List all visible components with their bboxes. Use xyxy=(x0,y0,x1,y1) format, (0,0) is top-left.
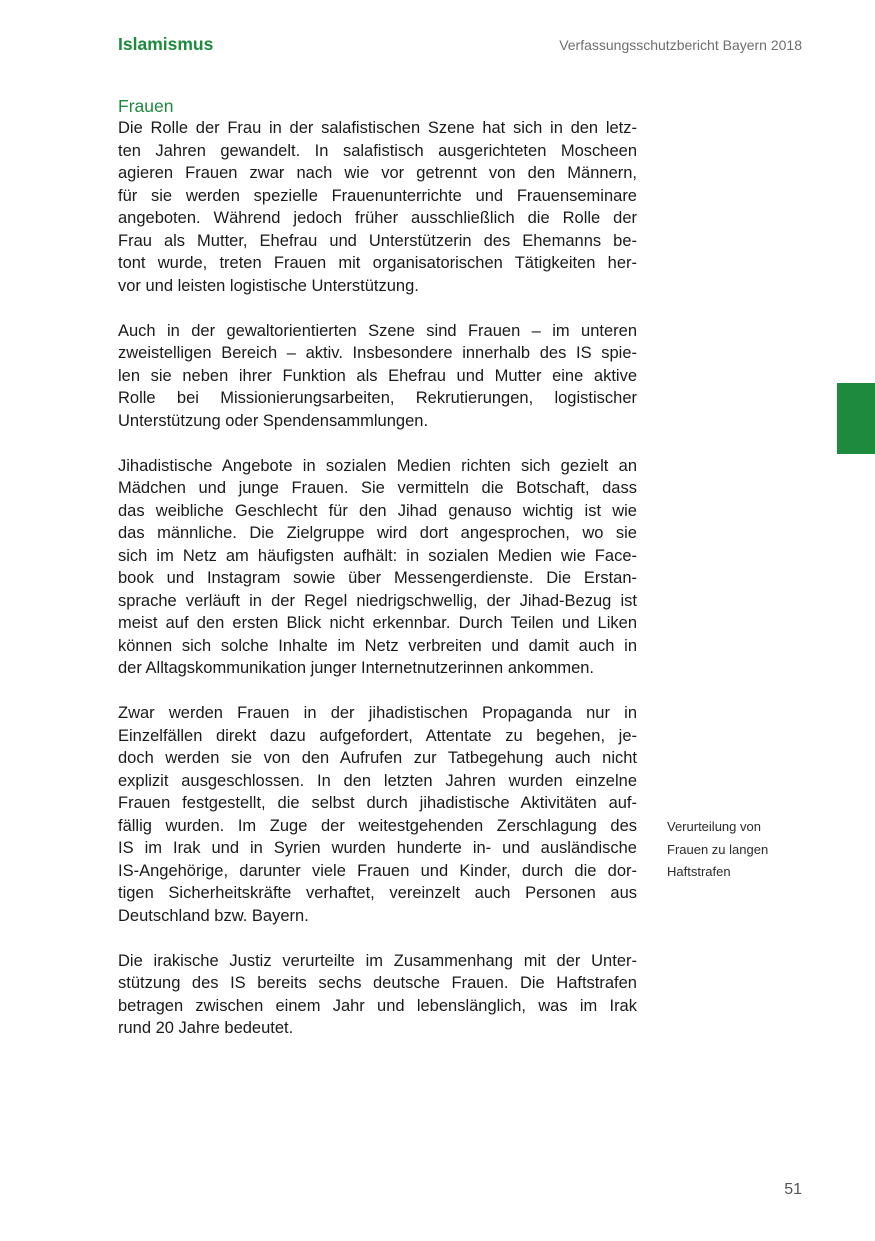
paragraph-5 xyxy=(118,950,637,1040)
text-line: Rolle bei Missionierungsarbeiten, Rekrutierungen, logistischer xyxy=(118,389,637,407)
margin-note xyxy=(667,816,807,884)
paragraph-1 xyxy=(118,117,637,297)
text-line: das männliche. Die Zielgruppe wird dort angesprochen, wo sie xyxy=(118,524,637,542)
text-line: vor und leisten logistische Unterstützung. xyxy=(118,276,419,295)
text-line: fällig wurden. Im Zuge der weitestgehenden Zerschlagung des xyxy=(118,816,637,835)
text-line: Frau als Mutter, Ehefrau und Unterstützerin des Ehemanns be- xyxy=(118,231,637,250)
text-line: das weibliche Geschlecht für den Jihad genauso wichtig ist wie xyxy=(118,501,637,520)
text-line: stützung des IS bereits sechs deutsche Frauen. Die Haftstrafen xyxy=(118,974,637,992)
text-line: tigen Sicherheitskräfte verhaftet, vereinzelt auch Personen aus xyxy=(118,884,637,902)
text-line: Einzelfällen direkt dazu aufgefordert, Attentate zu begehen, je- xyxy=(118,726,637,745)
text-line: zweistelligen Bereich – aktiv. Insbesondere innerhalb des IS spie- xyxy=(118,344,637,362)
text-line: sprache verläuft in der Regel niedrigschwellig, der Jihad-Bezug ist xyxy=(118,591,637,610)
text-line: Frauen festgestellt, die selbst durch jihadistische Aktivitäten auf- xyxy=(118,794,637,812)
text-line: Mädchen und junge Frauen. Sie vermitteln die Botschaft, dass xyxy=(118,479,637,497)
margin-note-line: Haftstrafen xyxy=(667,864,731,879)
text-line: meist auf den ersten Blick nicht erkennbar. Durch Teilen und Liken xyxy=(118,614,637,632)
text-line: explizit ausgeschlossen. In den letzten Jahren wurden einzelne xyxy=(118,771,637,790)
text-line: Unterstützung oder Spendensammlungen. xyxy=(118,411,429,430)
text-line: sich im Netz am häufigsten aufhält: in sozialen Medien wie Face- xyxy=(118,546,637,565)
text-line: doch werden sie von den Aufrufen zur Tatbegehung auch nicht xyxy=(118,749,637,767)
paragraph-2 xyxy=(118,320,637,433)
text-line: IS-Angehörige, darunter viele Frauen und Kinder, durch die dor- xyxy=(118,861,637,880)
report-title: Verfassungsschutzbericht Bayern 2018 xyxy=(559,37,802,53)
text-line: Die Rolle der Frau in der salafistischen Szene hat sich in den letz- xyxy=(118,119,637,137)
text-line: rund 20 Jahre bedeutet. xyxy=(118,1019,294,1037)
paragraph-4 xyxy=(118,702,637,927)
text-line: Die irakische Justiz verurteilte im Zusammenhang mit der Unter- xyxy=(118,951,637,970)
margin-note-line: Verurteilung von xyxy=(667,819,761,834)
text-line: book und Instagram sowie über Messengerdienste. Die Erstan- xyxy=(118,569,637,587)
text-line: Jihadistische Angebote in sozialen Medien richten sich gezielt an xyxy=(118,456,637,475)
text-line: ten Jahren gewandelt. In salafistisch ausgerichteten Moscheen xyxy=(118,141,637,160)
text-line: für sie werden spezielle Frauenunterrichte und Frauenseminare xyxy=(118,186,637,205)
text-line: können sich solche Inhalte im Netz verbreiten und damit auch in xyxy=(118,636,637,655)
margin-note-line: Frauen zu langen xyxy=(667,841,769,857)
text-line: der Alltagskommunikation junger Internetnutzerinnen ankommen. xyxy=(118,659,595,677)
text-line: angeboten. Während jedoch früher ausschließlich die Rolle der xyxy=(118,209,637,227)
page-number: 51 xyxy=(784,1181,802,1198)
text-line: betragen zwischen einem Jahr und lebenslänglich, was im Irak xyxy=(118,996,637,1015)
text-line: agieren Frauen zwar nach wie vor getrennt von den Männern, xyxy=(118,164,637,182)
text-line: len sie neben ihrer Funktion als Ehefrau und Mutter eine aktive xyxy=(118,366,637,385)
section-title: Islamismus xyxy=(118,34,214,54)
text-line: Zwar werden Frauen in der jihadistischen Propaganda nur in xyxy=(118,704,637,722)
paragraph-3 xyxy=(118,455,637,680)
sub-heading: Frauen xyxy=(118,96,174,116)
text-line: Auch in der gewaltorientierten Szene sind Frauen – im unteren xyxy=(118,321,637,340)
text-line: IS im Irak und in Syrien wurden hunderte in- und ausländische xyxy=(118,839,637,857)
chapter-tab-marker xyxy=(837,383,875,454)
text-line: Deutschland bzw. Bayern. xyxy=(118,906,309,925)
main-content xyxy=(118,95,637,1062)
text-line: tont wurde, treten Frauen mit organisatorischen Tätigkeiten her- xyxy=(118,254,637,272)
